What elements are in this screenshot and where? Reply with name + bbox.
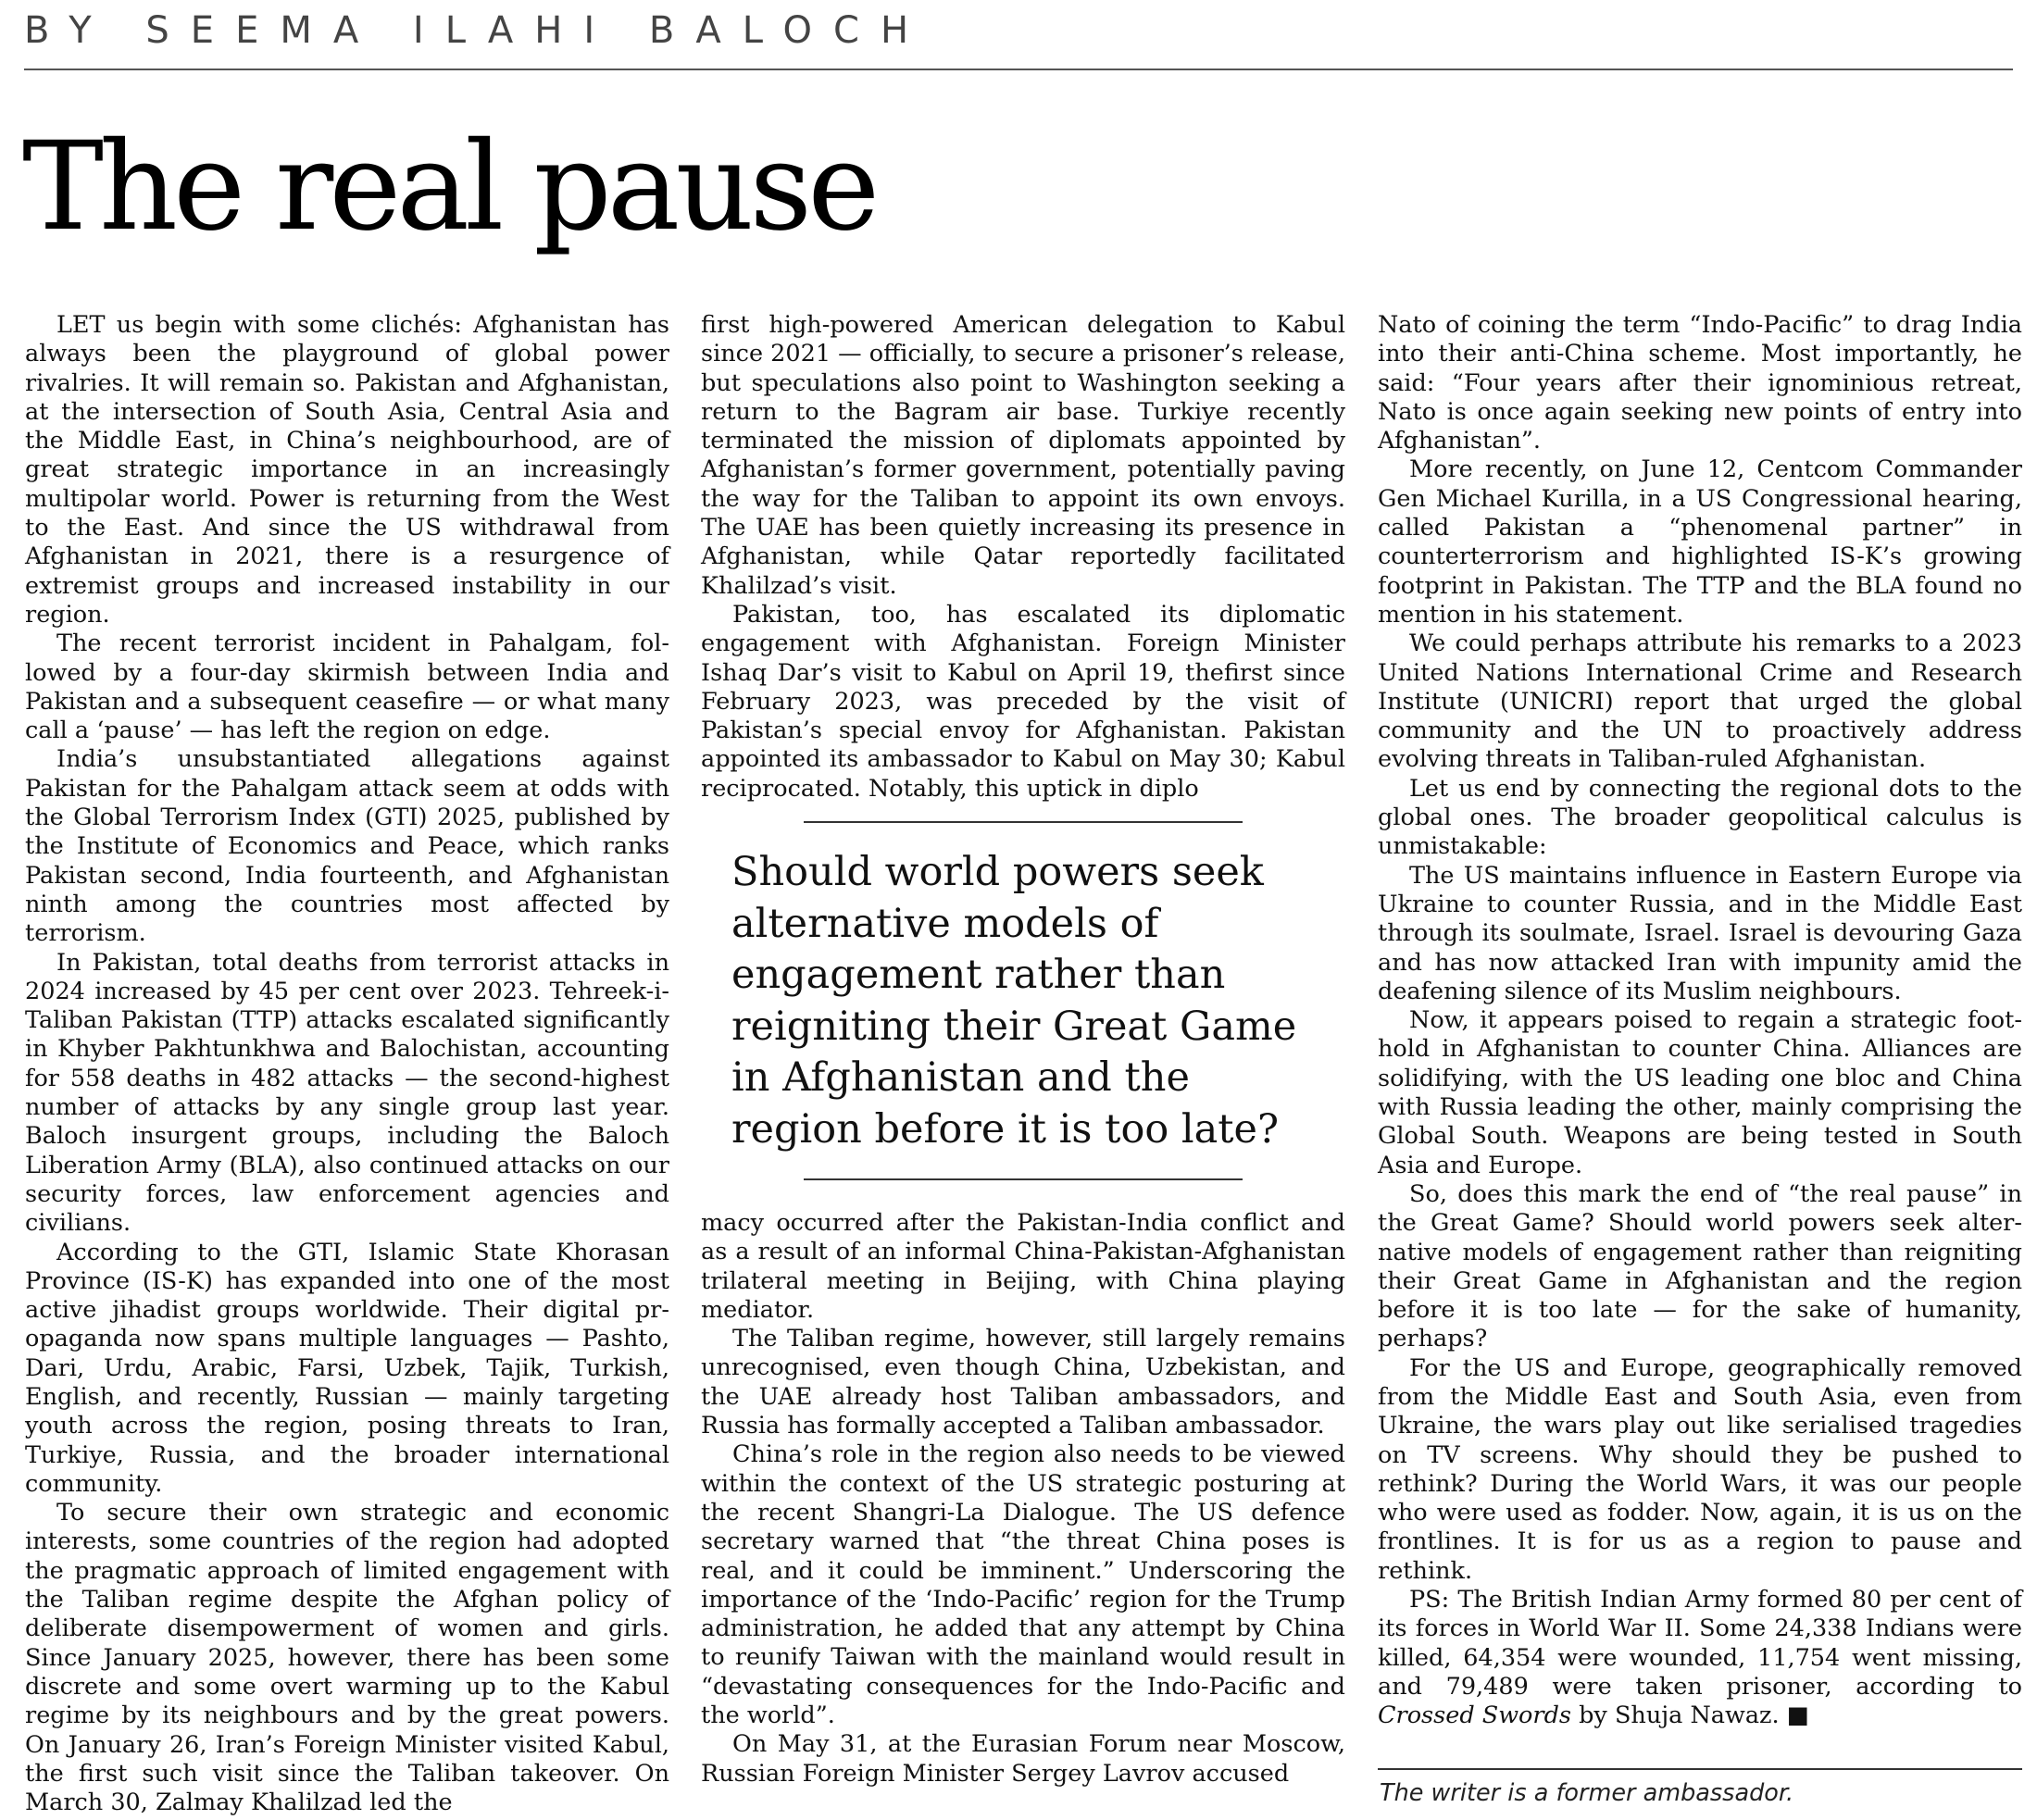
paragraph: So, does this mark the end of “the real pause” in the Great Game? Should world powers seek alternative models of engagement rather than reigniting their Great Game in Afghanistan and the region before it is too late — for the sake of humanity, perhaps? — [1378, 1179, 2022, 1353]
column-2-top — [701, 311, 1345, 804]
paragraph: Let us end by connecting the regional dots to the global ones. The broader geopolitical calculus is unmistakable: — [1378, 774, 2022, 861]
paragraph: Pakistan, too, has escalated its diplomatic engagement with Afghanistan. Foreign Minister Ishaq Dar’s visit to Kabul on April 19, thefirst since February 2023, was preceded by the visit of Pakistan’s special envoy for Afghanistan. Pakistan appointed its ambassador to Kabul on May 30; Kabul reciprocated. Notably, this uptick in diplo — [701, 600, 1345, 803]
paragraph: India’s unsubstantiated allegations against Pakistan for the Pahalgam attack seem at odds with the Global Terrorism Index (GTI) 2025, published by the Institute of Economics and Peace, which ranks Pakistan second, India fourteenth, and Afghanistan ninth among the countries most affected by terrorism. — [25, 745, 669, 948]
end-mark-icon: ■ — [1786, 1702, 1809, 1730]
byline: BY SEEMA ILAHI BALOCH — [24, 9, 931, 52]
paragraph: The recent terrorist incident in Pahalgam, followed by a four-day skirmish between India and Pakistan and a subsequent ceasefire — or what many call a ‘pause’ — has left the region on edge. — [25, 630, 669, 745]
paragraph: According to the GTI, Islamic State Khorasan Province (IS-K) has expanded into one of the most active jihadist groups worldwide. Their digital propaganda now spans multiple languages — Pashto, Dari, Urdu, Arabic, Farsi, Uzbek, Tajik, Turkish, English, and recently, Russian — mainly targeting youth across the region, posing threats to Iran, Turkiye, Russia, and the broader international community. — [25, 1238, 669, 1498]
pull-quote: Should world powers seek alternative models of engagement rather than reigniting their Great Game in Afghanistan and the region before it is too late? — [731, 849, 1297, 1153]
column-3 — [1378, 311, 2022, 1731]
pullquote-rule-top — [804, 821, 1243, 823]
top-rule — [24, 69, 2013, 70]
paragraph: On May 31, at the Eurasian Forum near Moscow, Russian Foreign Minister Sergey Lavrov accused — [701, 1730, 1345, 1788]
paragraph: LET us begin with some clichés: Afghanistan has always been the playground of global power rivalries. It will remain so. Pakistan and Afghanistan, at the intersection of South Asia, Central Asia and the Middle East, in China’s neighbourhood, are of great strategic importance in an increasingly multipolar world. Power is returning from the West to the East. And since the US withdrawal from Afghanistan in 2021, there is a resurgence of extremist groups and increased instability in our region. — [25, 311, 669, 629]
paragraph: Now, it appears poised to regain a strategic foothold in Afghanistan to counter China. Alliances are solidifying, with the US leading one bloc and China with Russia leading the other, mainly comprising the Global South. Weapons are being tested in South Asia and Europe. — [1378, 1006, 2022, 1179]
headline: The real pause — [22, 116, 876, 258]
footer-rule — [1378, 1768, 2022, 1770]
paragraph: For the US and Europe, geographically removed from the Middle East and South Asia, even from Ukraine, the wars play out like serialised tragedies on TV screens. Why should they be pushed to rethink? During the World Wars, it was our people who were used as fodder. Now, again, it is us on the frontlines. It is for us as a region to pause and rethink. — [1378, 1353, 2022, 1585]
column-1 — [25, 311, 669, 1817]
paragraph: More recently, on June 12, Centcom Commander Gen Michael Kurilla, in a US Congressional hearing, called Pakistan a “phenomenal partner” in counterterrorism and highlighted IS-K’s growing footprint in Pakistan. The TTP and the BLA found no mention in his statement. — [1378, 455, 2022, 629]
book-title: Crossed Swords — [1378, 1702, 1571, 1730]
postscript-text: PS: The British Indian Army formed 80 per cent of its forces in World War II. Some 24,338 Indians were killed, 64,354 were wounded, 11,754 went missing, and 79,489 were taken prisoner, according to — [1378, 1586, 2022, 1701]
paragraph: Nato of coining the term “Indo-Pacific” to drag India into their anti-China scheme. Most importantly, he said: “Four years after their ignominious retreat, Nato is once again seeking new points of entry into Afghanistan”. — [1378, 311, 2022, 455]
paragraph: first high-powered American delegation to Kabul since 2021 — officially, to secure a prisoner’s release, but speculations also point to Washington seeking a return to the Bagram air base. Turkiye recently terminated the mission of diplomats appointed by Afghanistan’s former government, potentially paving the way for the Taliban to appoint its own envoys. The UAE has been quietly increasing its presence in Afghanistan, while Qatar reportedly facilitated Khalilzad’s visit. — [701, 311, 1345, 600]
paragraph: To secure their own strategic and economic interests, some countries of the region had adopted the pragmatic approach of limited engagement with the Taliban regime despite the Afghan policy of deliberate disempowerment of women and girls. Since January 2025, however, there has been some discrete and some overt warming up to the Kabul regime by its neighbours and by the great powers. On January 26, Iran’s Foreign Minister visited Kabul, the first such visit since the Taliban takeover. On March 30, Zalmay Khalilzad led the — [25, 1499, 669, 1817]
paragraph: The US maintains influence in Eastern Europe via Ukraine to counter Russia, and in the Middle East through its soulmate, Israel. Israel is devouring Gaza and has now attacked Iran with impunity amid the deafening silence of its Muslim neighbours. — [1378, 861, 2022, 1005]
paragraph: In Pakistan, total deaths from terrorist attacks in 2024 increased by 45 per cent over 2023. Tehreek-i-Taliban Pakistan (TTP) attacks escalated significantly in Khyber Pakhtunkhwa and Balochistan, accounting for 558 deaths in 482 attacks — the second-highest number of attacks by any single group last year. Baloch insurgent groups, including the Baloch Liberation Army (BLA), also continued attacks on our security forces, law enforcement agencies and civilians. — [25, 948, 669, 1238]
postscript-paragraph — [1378, 1586, 2022, 1730]
paragraph: The Taliban regime, however, still largely remains unrecognised, even though China, Uzbekistan, and the UAE already host Taliban ambassadors, and Russia has formally accepted a Taliban ambassador. — [701, 1325, 1345, 1440]
column-2-bottom — [701, 1209, 1345, 1789]
paragraph: macy occurred after the Pakistan-India conflict and as a result of an informal China-Pakistan-Afghanistan trilateral meeting in Beijing, with China playing mediator. — [701, 1209, 1345, 1324]
author-note: The writer is a former ambassador. — [1380, 1779, 1794, 1807]
paragraph: China’s role in the region also needs to be viewed within the context of the US strategic posturing at the recent Shangri-La Dialogue. The US defence secretary warned that “the threat China poses is real, and it could be imminent.” Underscoring the importance of the ‘Indo-Pacific’ region for the Trump administration, he added that any attempt by China to reunify Taiwan with the mainland would result in “devastating consequences for the Indo-Pacific and the world”. — [701, 1440, 1345, 1730]
postscript-end: by Shuja Nawaz. — [1571, 1702, 1780, 1730]
paragraph: We could perhaps attribute his remarks to a 2023 United Nations International Crime and Research Institute (UNICRI) report that urged the global community and the UN to proactively address evolving threats in Taliban-ruled Afghanistan. — [1378, 630, 2022, 774]
pullquote-rule-bottom — [804, 1178, 1243, 1180]
